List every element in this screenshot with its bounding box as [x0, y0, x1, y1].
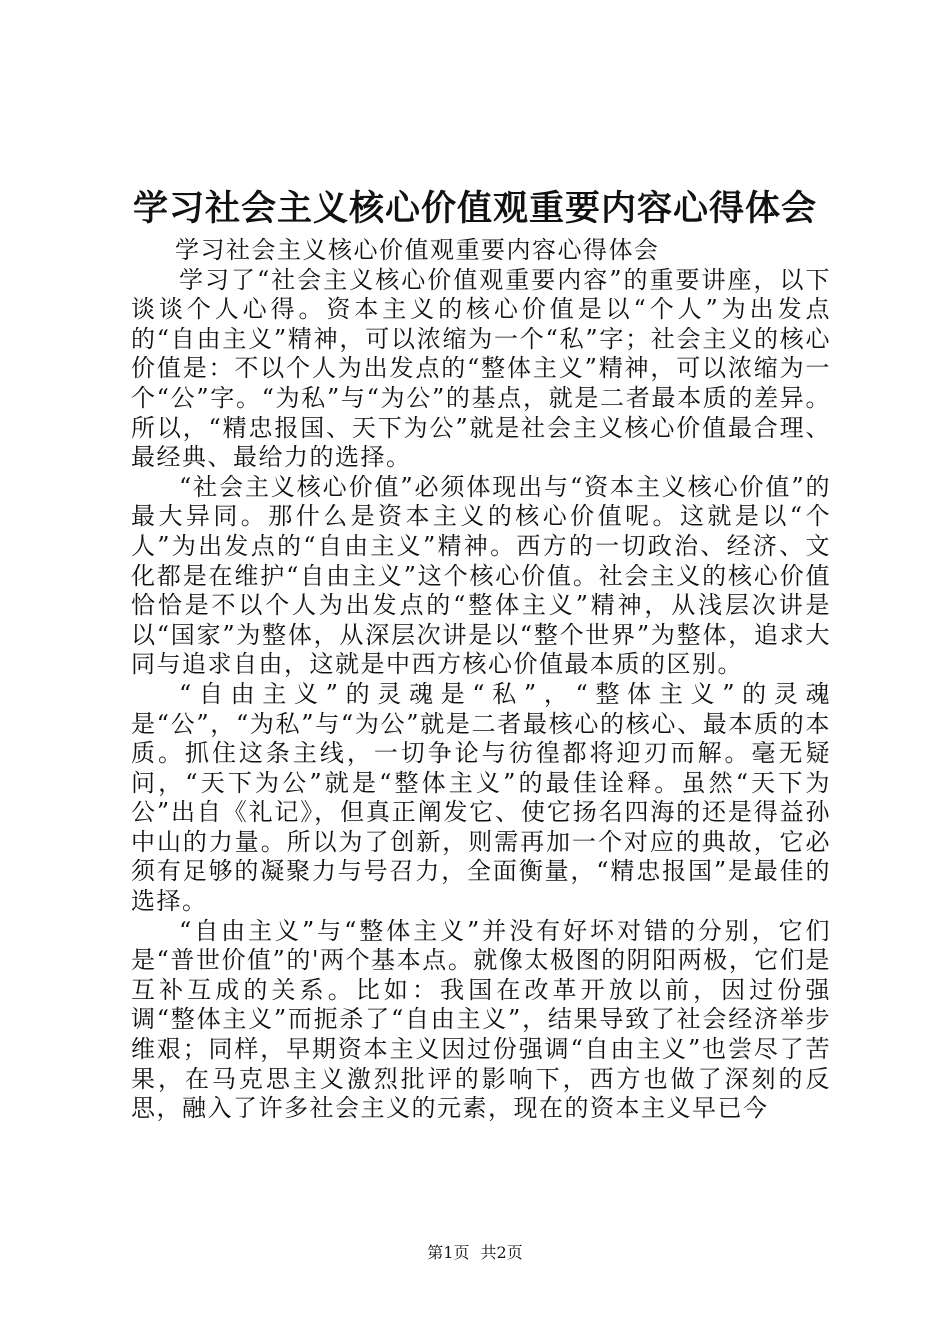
document-title: 学习社会主义核心价值观重要内容心得体会 — [132, 188, 817, 229]
paragraph-3: “自由主义”的灵魂是“私”，“整体主义”的灵魂是“公”，“为私”与“为公”就是二者最核心的核心、最本质的本质。抓住这条主线，一切争论与彷徨都将迎刃而解。毫无疑问，“天下为公”就是“整体主义”的最佳诠释。虽然“天下为公”出自《礼记》，但真正阐发它、使它扬名四海的还是得益孙中山的力量。所以为了创新，则需再加一个对应的典故，它必须有足够的凝聚力与号召力，全面衡量，“精忠报国”是最佳的选择。 — [131, 679, 831, 916]
document-subtitle: 学习社会主义核心价值观重要内容心得体会 — [175, 236, 660, 264]
paragraph-1: 学习了“社会主义核心价值观重要内容”的重要讲座，以下谈谈个人心得。资本主义的核心价值是以“个人”为出发点的“自由主义”精神，可以浓缩为一个“私”字；社会主义的核心价值是：不以个人为出发点的“整体主义”精神，可以浓缩为一个“公”字。“为私”与“为公”的基点，就是二者最本质的差异。所以，“精忠报国、天下为公”就是社会主义核心价值最合理、最经典、最给力的选择。 — [131, 265, 831, 472]
page-footer: 第1页 共2页 — [427, 1243, 523, 1262]
paragraph-2: “社会主义核心价值”必须体现出与“资本主义核心价值”的最大异同。那什么是资本主义的核心价值呢。这就是以“个人”为出发点的“自由主义”精神。西方的一切政治、经济、文化都是在维护“自由主义”这个核心价值。社会主义的核心价值恰恰是不以个人为出发点的“整体主义”精神，从浅层次讲是以“国家”为整体，从深层次讲是以“整个世界”为整体，追求大同与追求自由，这就是中西方核心价值最本质的区别。 — [131, 472, 831, 679]
paragraph-4: “自由主义”与“整体主义”并没有好坏对错的分别，它们是“普世价值”的'两个基本点。就像太极图的阴阳两极，它们是互补互成的关系。比如：我国在改革开放以前，因过份强调“整体主义”而扼杀了“自由主义”，结果导致了社会经济举步维艰；同样，早期资本主义因过份强调“自由主义”也尝尽了苦果，在马克思主义激烈批评的影响下，西方也做了深刻的反思，融入了许多社会主义的元素，现在的资本主义早已今 — [131, 916, 831, 1123]
document-body — [131, 236, 831, 1124]
